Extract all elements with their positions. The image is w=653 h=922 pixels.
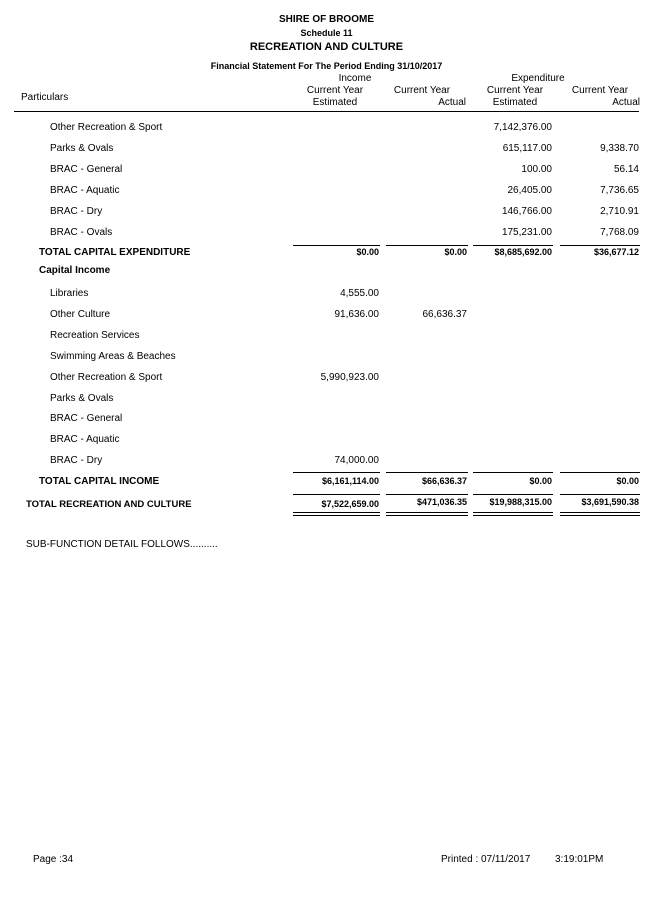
double-rule bbox=[293, 512, 380, 516]
table-row bbox=[0, 122, 653, 136]
row-label: Other Culture bbox=[50, 309, 111, 320]
printed-label: Printed : bbox=[441, 854, 479, 865]
sub-function-note: SUB-FUNCTION DETAIL FOLLOWS.......... bbox=[26, 539, 218, 550]
table-row bbox=[0, 206, 653, 220]
row-value: 66,636.37 bbox=[422, 309, 467, 320]
table-row bbox=[0, 455, 653, 469]
row-value: 615,117.00 bbox=[502, 143, 552, 154]
table-row bbox=[0, 227, 653, 241]
income-group-header: Income bbox=[338, 73, 372, 84]
row-value: 175,231.00 bbox=[501, 227, 552, 238]
row-value: 5,990,923.00 bbox=[320, 372, 379, 383]
row-label: BRAC - General bbox=[50, 413, 123, 424]
table-row bbox=[0, 164, 653, 178]
total-capital-expenditure-row: TOTAL CAPITAL EXPENDITURE $0.00 $0.00 $8,685,692.00 $36,677.12 bbox=[39, 247, 639, 258]
row-value: 4,555.00 bbox=[340, 288, 379, 299]
rule bbox=[386, 472, 468, 473]
rule bbox=[473, 245, 553, 246]
table-row bbox=[0, 393, 653, 407]
row-value: 91,636.00 bbox=[334, 309, 379, 320]
income-actual-header: Current Year Actual bbox=[393, 85, 466, 108]
page-number: Page :34 bbox=[33, 854, 74, 865]
row-label: BRAC - Ovals bbox=[50, 227, 113, 238]
printed-date: 07/11/2017 bbox=[481, 854, 531, 865]
row-label: BRAC - Dry bbox=[50, 455, 103, 466]
row-label: Parks & Ovals bbox=[50, 143, 114, 154]
table-row bbox=[0, 185, 653, 199]
rule bbox=[560, 472, 640, 473]
rule bbox=[473, 494, 553, 495]
printed-time: 3:19:01PM bbox=[555, 854, 604, 865]
rule bbox=[293, 245, 380, 246]
table-row bbox=[0, 309, 653, 323]
row-label: Parks & Ovals bbox=[50, 393, 114, 404]
row-value: 9,338.70 bbox=[600, 143, 639, 154]
table-row bbox=[0, 330, 653, 344]
row-value: 2,710.91 bbox=[600, 206, 639, 217]
total-capital-income-row: TOTAL CAPITAL INCOME $6,161,114.00 $66,636.37 $0.00 $0.00 bbox=[39, 476, 639, 487]
rule bbox=[473, 472, 553, 473]
rule bbox=[386, 494, 468, 495]
row-value: 74,000.00 bbox=[334, 455, 379, 466]
table-row bbox=[0, 434, 653, 448]
row-value: 7,736.65 bbox=[600, 185, 639, 196]
table-row bbox=[0, 351, 653, 365]
row-label: Libraries bbox=[50, 288, 89, 299]
table-row bbox=[0, 143, 653, 157]
rule bbox=[386, 245, 468, 246]
header-divider bbox=[14, 111, 639, 112]
double-rule bbox=[473, 512, 553, 516]
expenditure-actual-header: Current Year Actual bbox=[571, 85, 640, 108]
double-rule bbox=[560, 512, 640, 516]
row-value: 7,142,376.00 bbox=[493, 122, 552, 133]
table-row bbox=[0, 372, 653, 386]
row-label: Other Recreation & Sport bbox=[50, 122, 163, 133]
table-row bbox=[0, 288, 653, 302]
expenditure-group-header: Expenditure bbox=[511, 73, 565, 84]
report-period: Financial Statement For The Period Ending 31/10/2017 bbox=[210, 61, 443, 71]
row-value: 146,766.00 bbox=[501, 206, 552, 217]
row-label: BRAC - Aquatic bbox=[50, 434, 120, 445]
row-label: BRAC - Aquatic bbox=[50, 185, 120, 196]
total-recreation-culture-row: TOTAL RECREATION AND CULTURE $7,522,659.00 $471,036.35 $19,988,315.00 $3,691,590.38 bbox=[26, 497, 639, 510]
row-value: 26,405.00 bbox=[507, 185, 552, 196]
expenditure-estimated-header: Current Year Estimated bbox=[486, 85, 544, 108]
capital-income-heading: Capital Income bbox=[39, 265, 111, 276]
rule bbox=[293, 494, 380, 495]
rule bbox=[560, 245, 640, 246]
row-label: Other Recreation & Sport bbox=[50, 372, 163, 383]
row-label: Swimming Areas & Beaches bbox=[50, 351, 176, 362]
particulars-header: Particulars bbox=[21, 92, 69, 103]
table-row bbox=[0, 413, 653, 427]
row-label: BRAC - General bbox=[50, 164, 123, 175]
row-value: 100.00 bbox=[521, 164, 552, 175]
row-label: BRAC - Dry bbox=[50, 206, 103, 217]
rule bbox=[560, 494, 640, 495]
double-rule bbox=[386, 512, 468, 516]
schedule-number: Schedule 11 bbox=[300, 28, 353, 38]
income-estimated-header: Current Year Estimated bbox=[306, 85, 364, 108]
row-value: 7,768.09 bbox=[600, 227, 639, 238]
rule bbox=[293, 472, 380, 473]
row-value: 56.14 bbox=[613, 164, 639, 175]
report-title: RECREATION AND CULTURE bbox=[249, 41, 404, 53]
organisation-name: SHIRE OF BROOME bbox=[278, 14, 374, 25]
row-label: Recreation Services bbox=[50, 330, 140, 341]
